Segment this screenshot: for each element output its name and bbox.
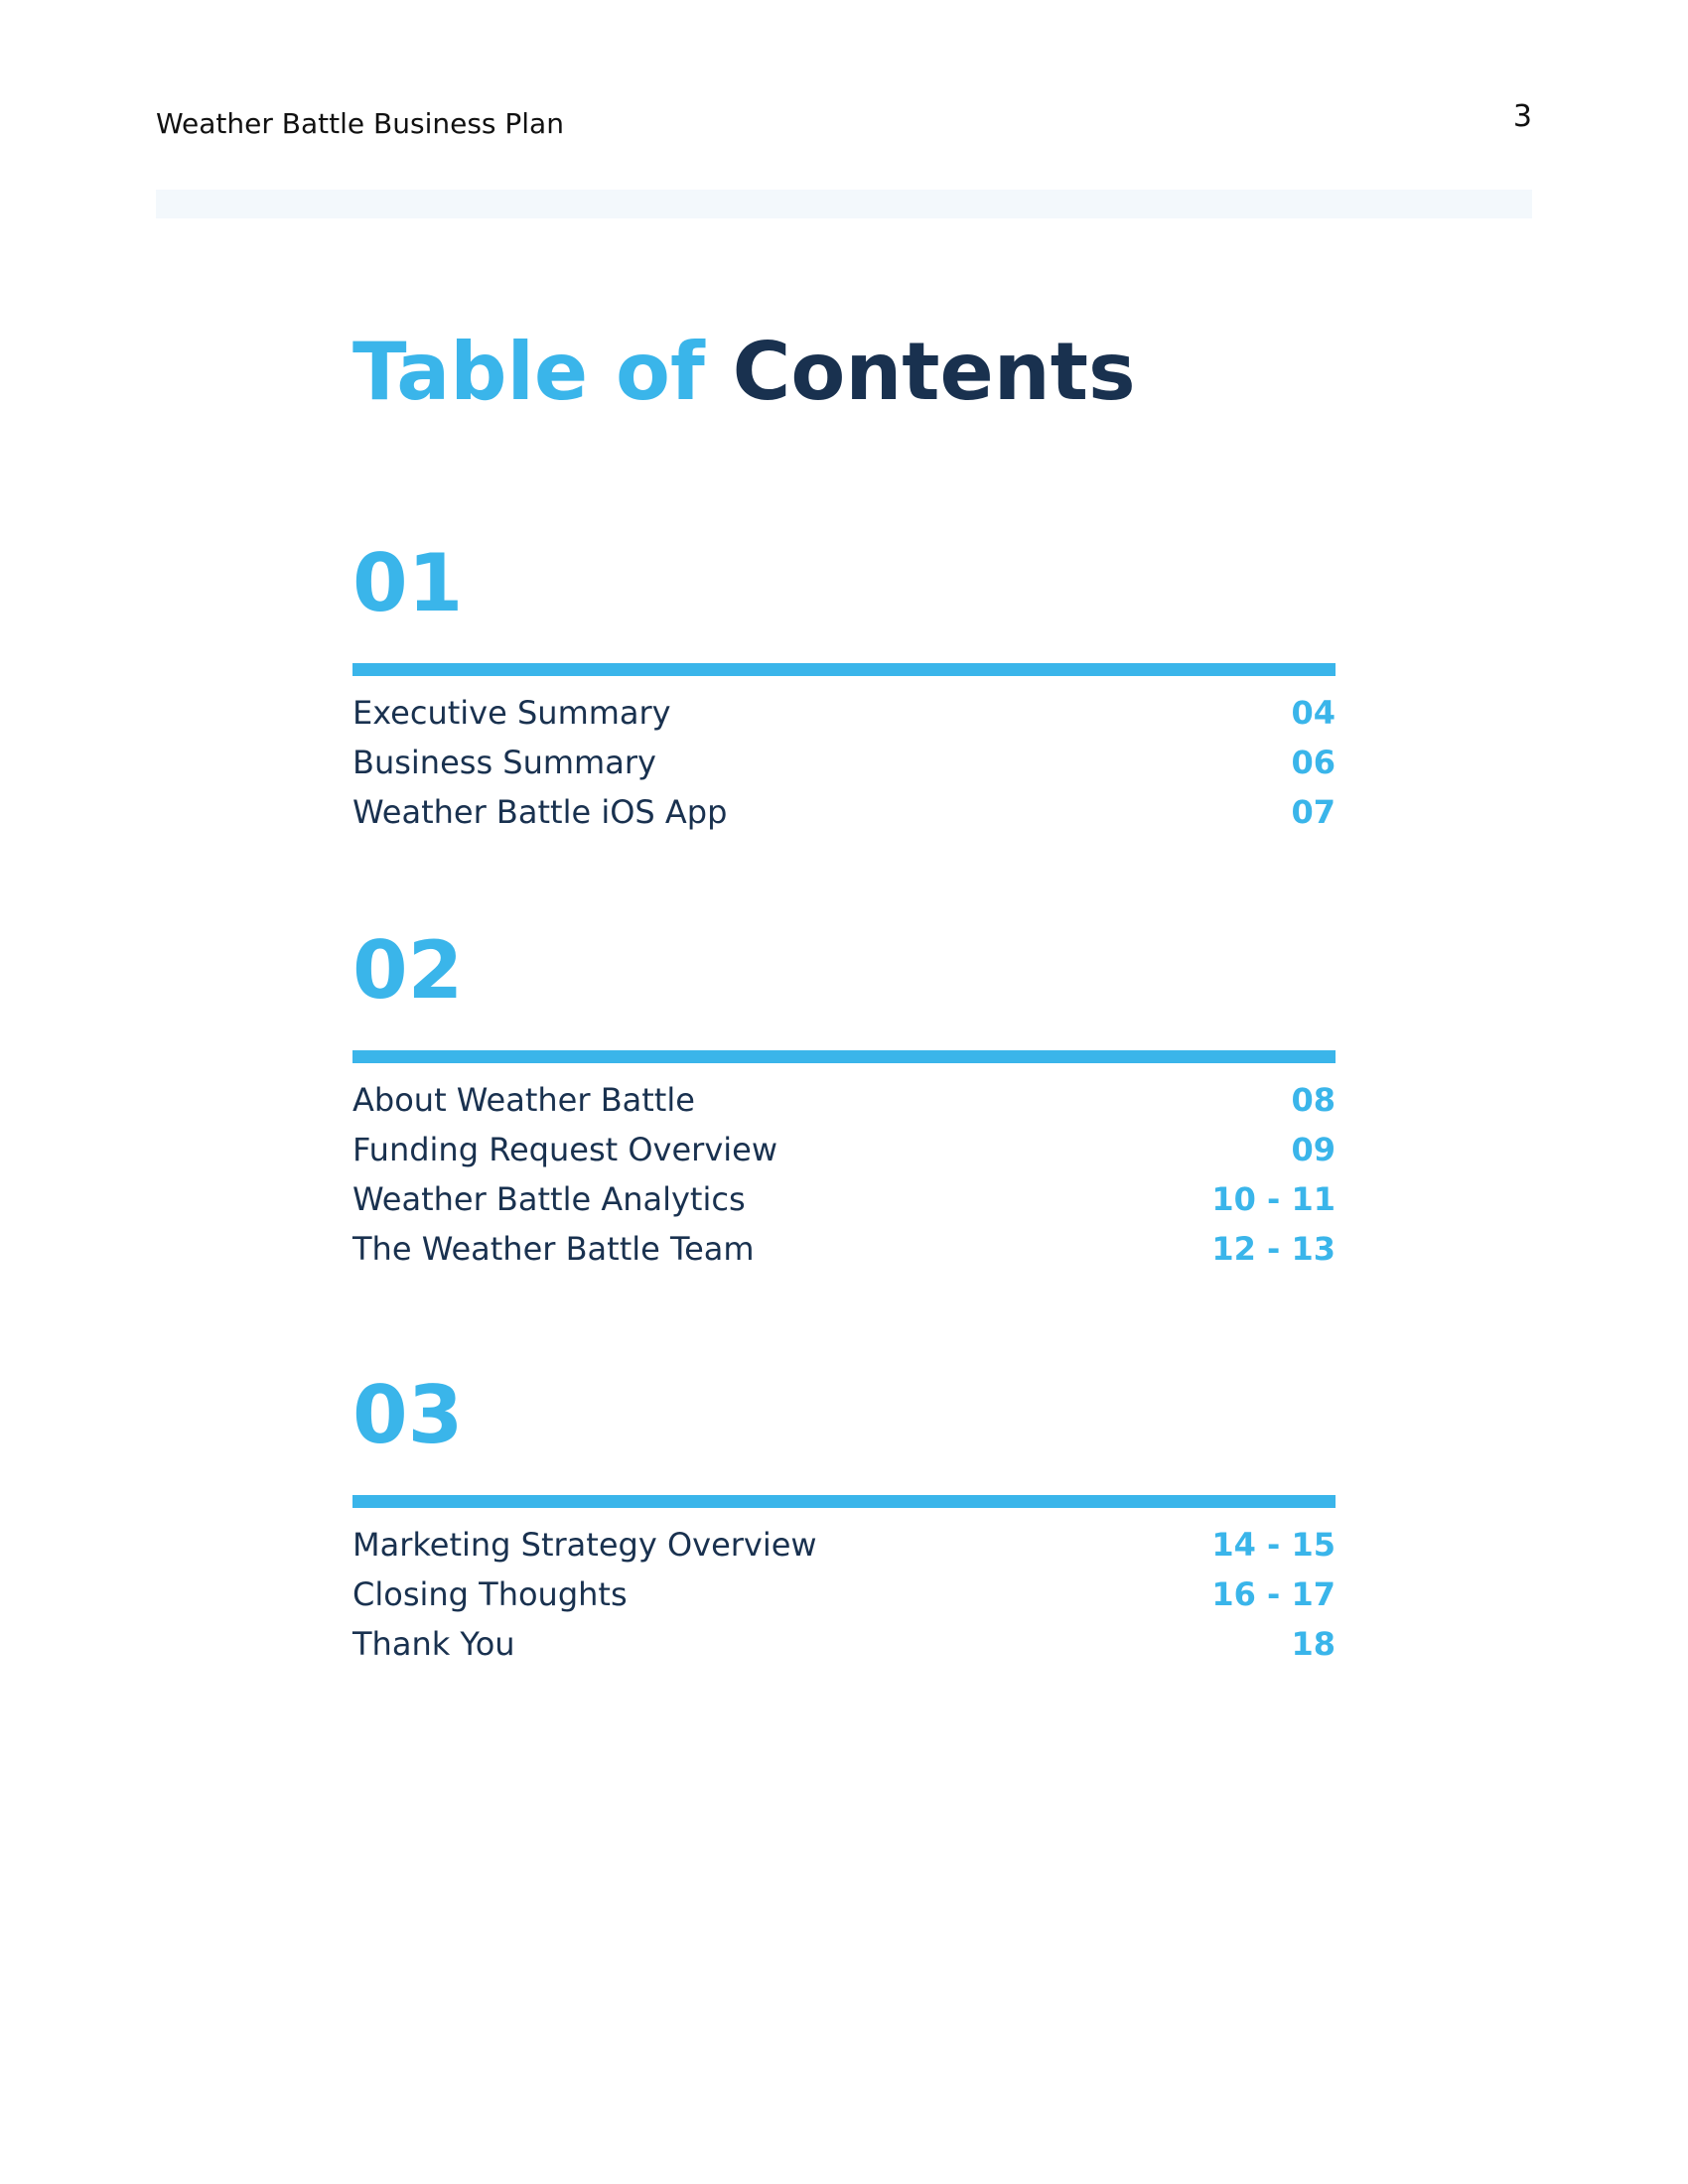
section-number: 03: [352, 1369, 464, 1461]
toc-entry-label: Thank You: [352, 1625, 515, 1663]
toc-entry[interactable]: [352, 1526, 1336, 1575]
toc-entry[interactable]: [352, 1131, 1336, 1180]
toc-entry-label: Executive Summary: [352, 694, 671, 732]
section-divider: [352, 663, 1336, 676]
section-number: 01: [352, 537, 464, 629]
toc-title-accent: Table of: [352, 326, 705, 418]
toc-entry[interactable]: [352, 1081, 1336, 1131]
toc-entry-page: 08: [1291, 1081, 1336, 1119]
toc-entry-page: 06: [1291, 744, 1336, 781]
toc-entry-label: Closing Thoughts: [352, 1575, 628, 1613]
toc-entry-label: Funding Request Overview: [352, 1131, 777, 1168]
toc-entry-label: Weather Battle iOS App: [352, 793, 728, 831]
toc-entry-page: 10 - 11: [1211, 1180, 1336, 1218]
toc-section-02: [352, 924, 1336, 1280]
toc-entry-label: Marketing Strategy Overview: [352, 1526, 817, 1564]
toc-entry[interactable]: [352, 744, 1336, 793]
toc-entry[interactable]: [352, 793, 1336, 843]
toc-entry-label: Weather Battle Analytics: [352, 1180, 746, 1218]
toc-entry-label: The Weather Battle Team: [352, 1230, 755, 1268]
toc-title-dark: Contents: [732, 326, 1136, 418]
toc-entry-page: 04: [1291, 694, 1336, 732]
toc-entry-label: Business Summary: [352, 744, 656, 781]
header-band: [156, 190, 1532, 218]
section-number: 02: [352, 924, 464, 1017]
toc-section-01: [352, 537, 1336, 843]
toc-entry-page: 09: [1291, 1131, 1336, 1168]
toc-title: [352, 326, 1136, 418]
section-divider: [352, 1495, 1336, 1508]
toc-entry-page: 07: [1291, 793, 1336, 831]
toc-entry[interactable]: [352, 1230, 1336, 1280]
toc-entry-page: 18: [1291, 1625, 1336, 1663]
toc-entry[interactable]: [352, 694, 1336, 744]
toc-entry[interactable]: [352, 1625, 1336, 1675]
toc-entry[interactable]: [352, 1180, 1336, 1230]
toc-entry-page: 12 - 13: [1211, 1230, 1336, 1268]
page-number: 3: [1512, 99, 1532, 134]
toc-entry-page: 16 - 17: [1211, 1575, 1336, 1613]
toc-section-03: [352, 1369, 1336, 1675]
toc-entry[interactable]: [352, 1575, 1336, 1625]
section-divider: [352, 1050, 1336, 1063]
toc-entry-page: 14 - 15: [1211, 1526, 1336, 1564]
document-title: Weather Battle Business Plan: [156, 107, 564, 140]
toc-entry-label: About Weather Battle: [352, 1081, 695, 1119]
